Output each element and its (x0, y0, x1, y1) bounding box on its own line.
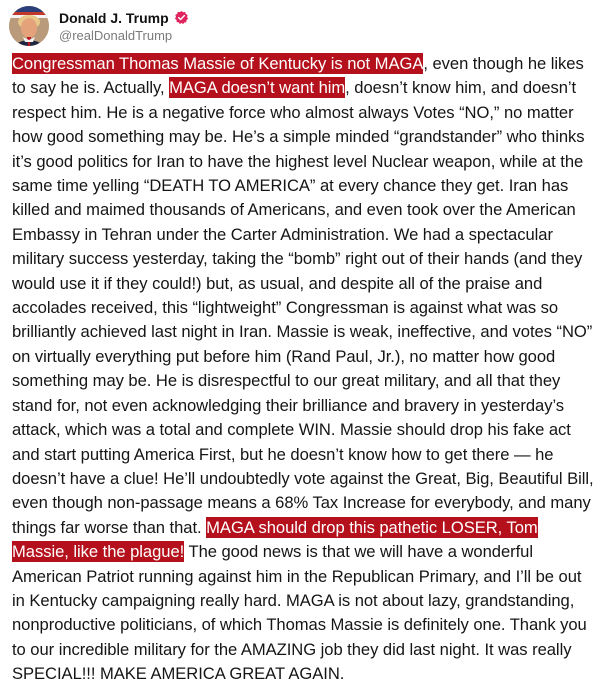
verified-badge-icon (174, 10, 189, 25)
avatar-portrait-icon (9, 6, 49, 46)
post-segment-highlight: Congressman Thomas Massie of Kentucky is not MAGA (12, 54, 424, 73)
post-segment-highlight: MAGA doesn’t want him (169, 78, 346, 98)
post-body (12, 52, 598, 687)
post-segment: , doesn’t know him, and doesn’t respect him. He is a negative force who almost always Votes “NO,” no matter how good something may be. He’s a simple minded “grandstander” who thinks it’s good politics for Iran to have the highest level Nuclear weapon, while at the same time yelling “DEATH TO AMERICA” at every chance they get. Iran has killed and maimed thousands of Americans, and even took over the American Embassy in Tehran under the Carter Administration. We had a spectacular military success yesterday, taking the “bomb” right out of their hands (and they would use it if they could!) but, as usual, and despite all of the praise and accolades received, this “lightweight” Congressman is against what was so brilliantly achieved last night in Iran. Massie is weak, ineffective, and votes “NO” on virtually everything put before him (Rand Paul, Jr.), no matter how good something may be. He is disrespectful to our great military, and all that they stand for, not even acknowledging their brilliance and bravery in yesterday’s attack, which was a total and complete WIN. Massie should drop his fake act and start putting America First, but he doesn’t know how to get there — he doesn’t have a clue! He’ll undoubtedly vote against the Great, Big, Beautiful Bill, even though non-passage means a 68% Tax Increase for everybody, and many things far worse than that. (12, 78, 594, 537)
post-text (12, 52, 598, 687)
author-names (59, 10, 189, 43)
avatar[interactable] (9, 6, 49, 46)
post-segment: The good news is that we will have a wonderful American Patriot running against him in the Republican Primary, and I’ll be out in Kentucky campaigning really hard. MAGA is not about lazy, grandstanding, nonproductive politicians, of which Thomas Massie is definitely one. Thank you to our incredible military for the AMAZING job they did last night. It was really SPECIAL!!! MAKE AMERICA GREAT AGAIN. (12, 542, 587, 684)
name-row (59, 10, 189, 26)
display-name[interactable]: Donald J. Trump (59, 9, 169, 26)
post-segment-highlight: MAGA should drop this pathetic LOSER, Tom Massie, like the plague! (12, 517, 538, 562)
author-handle[interactable]: @realDonaldTrump (59, 27, 173, 43)
post-segment: , even though he likes to say he is. Actually, (12, 54, 584, 98)
post-header (9, 6, 189, 46)
